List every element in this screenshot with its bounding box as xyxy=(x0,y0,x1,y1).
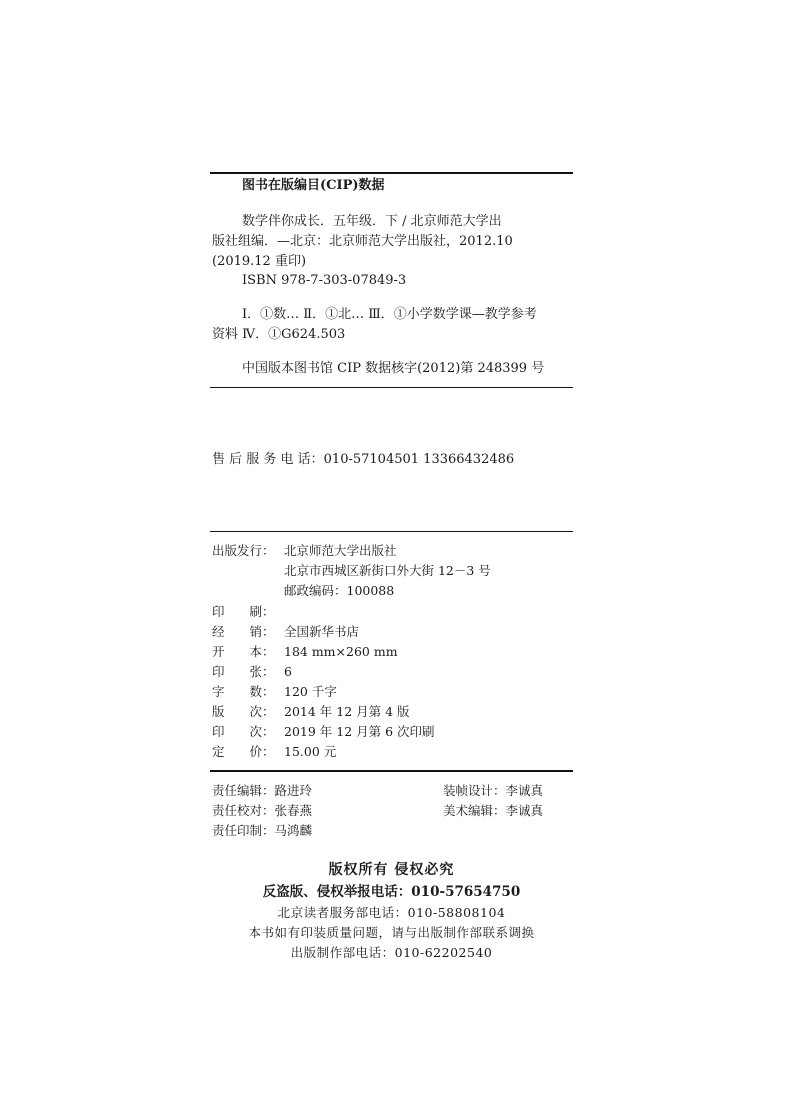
field-label-printing: 印 刷： xyxy=(212,604,275,619)
cip-subject-1: Ⅰ．①数… Ⅱ．①北… Ⅲ．①小学数学课—教学参考 xyxy=(242,307,537,322)
credit-art-editor: 美术编辑：李诚真 xyxy=(443,803,544,818)
field-label-distribution: 经 销： xyxy=(212,624,275,639)
cip-heading: 图书在版编目(CIP)数据 xyxy=(242,178,385,193)
field-value-impression: 2019 年 12 月第 6 次印刷 xyxy=(284,724,435,739)
publisher-name: 北京师范大学出版社 xyxy=(284,543,397,558)
field-value-price: 15.00 元 xyxy=(284,744,337,759)
cip-isbn: ISBN 978-7-303-07849-3 xyxy=(242,273,407,288)
after-sales-phone: 售 后 服 务 电 话：010-57104501 13366432486 xyxy=(212,452,515,467)
production-phone: 出版制作部电话：010-62202540 xyxy=(290,945,493,960)
reader-service-phone: 北京读者服务部电话：010-58808104 xyxy=(277,905,506,920)
credit-print-supervisor: 责任印制：马鸿麟 xyxy=(212,823,313,838)
credit-editor: 责任编辑：路进玲 xyxy=(212,783,313,798)
field-value-edition: 2014 年 12 月第 4 版 xyxy=(284,704,410,719)
field-label-sheets: 印 张： xyxy=(212,664,275,679)
field-value-word-count: 120 千字 xyxy=(284,684,337,699)
field-value-sheets: 6 xyxy=(284,664,292,679)
publisher-address: 北京市西城区新街口外大街 12－3 号 xyxy=(284,563,491,578)
quality-note: 本书如有印装质量问题，请与出版制作部联系调换 xyxy=(248,925,535,940)
cip-line-1: 数学伴你成长．五年级．下 / 北京师范大学出 xyxy=(242,214,502,229)
field-label-edition: 版 次： xyxy=(212,704,275,719)
field-label-format: 开 本： xyxy=(212,644,275,659)
field-value-distribution: 全国新华书店 xyxy=(284,624,360,639)
report-phone: 反盗版、侵权举报电话：010-57654750 xyxy=(262,884,521,900)
publisher-postcode: 邮政编码：100088 xyxy=(284,583,395,598)
cip-top-rule xyxy=(210,172,573,174)
field-label-impression: 印 次： xyxy=(212,724,275,739)
field-label-price: 定 价： xyxy=(212,744,275,759)
credit-proofreader: 责任校对：张春燕 xyxy=(212,803,313,818)
publishing-top-rule xyxy=(210,531,573,532)
field-value-format: 184 mm×260 mm xyxy=(284,644,398,659)
cip-line-2: 版社组编．—北京：北京师范大学出版社，2012.10 xyxy=(212,234,513,249)
publisher-label: 出版发行： xyxy=(212,543,275,558)
cip-number: 中国版本图书馆 CIP 数据核字(2012)第 248399 号 xyxy=(242,361,545,376)
cip-subject-2: 资料 Ⅳ．①G624.503 xyxy=(212,327,346,342)
cip-line-3: (2019.12 重印) xyxy=(212,254,307,269)
copyright-notice: 版权所有 侵权必究 xyxy=(328,862,455,878)
credits-top-rule xyxy=(210,770,573,772)
cip-bottom-rule xyxy=(210,387,573,388)
field-label-word-count: 字 数： xyxy=(212,684,275,699)
credit-cover-design: 装帧设计：李诚真 xyxy=(443,783,544,798)
